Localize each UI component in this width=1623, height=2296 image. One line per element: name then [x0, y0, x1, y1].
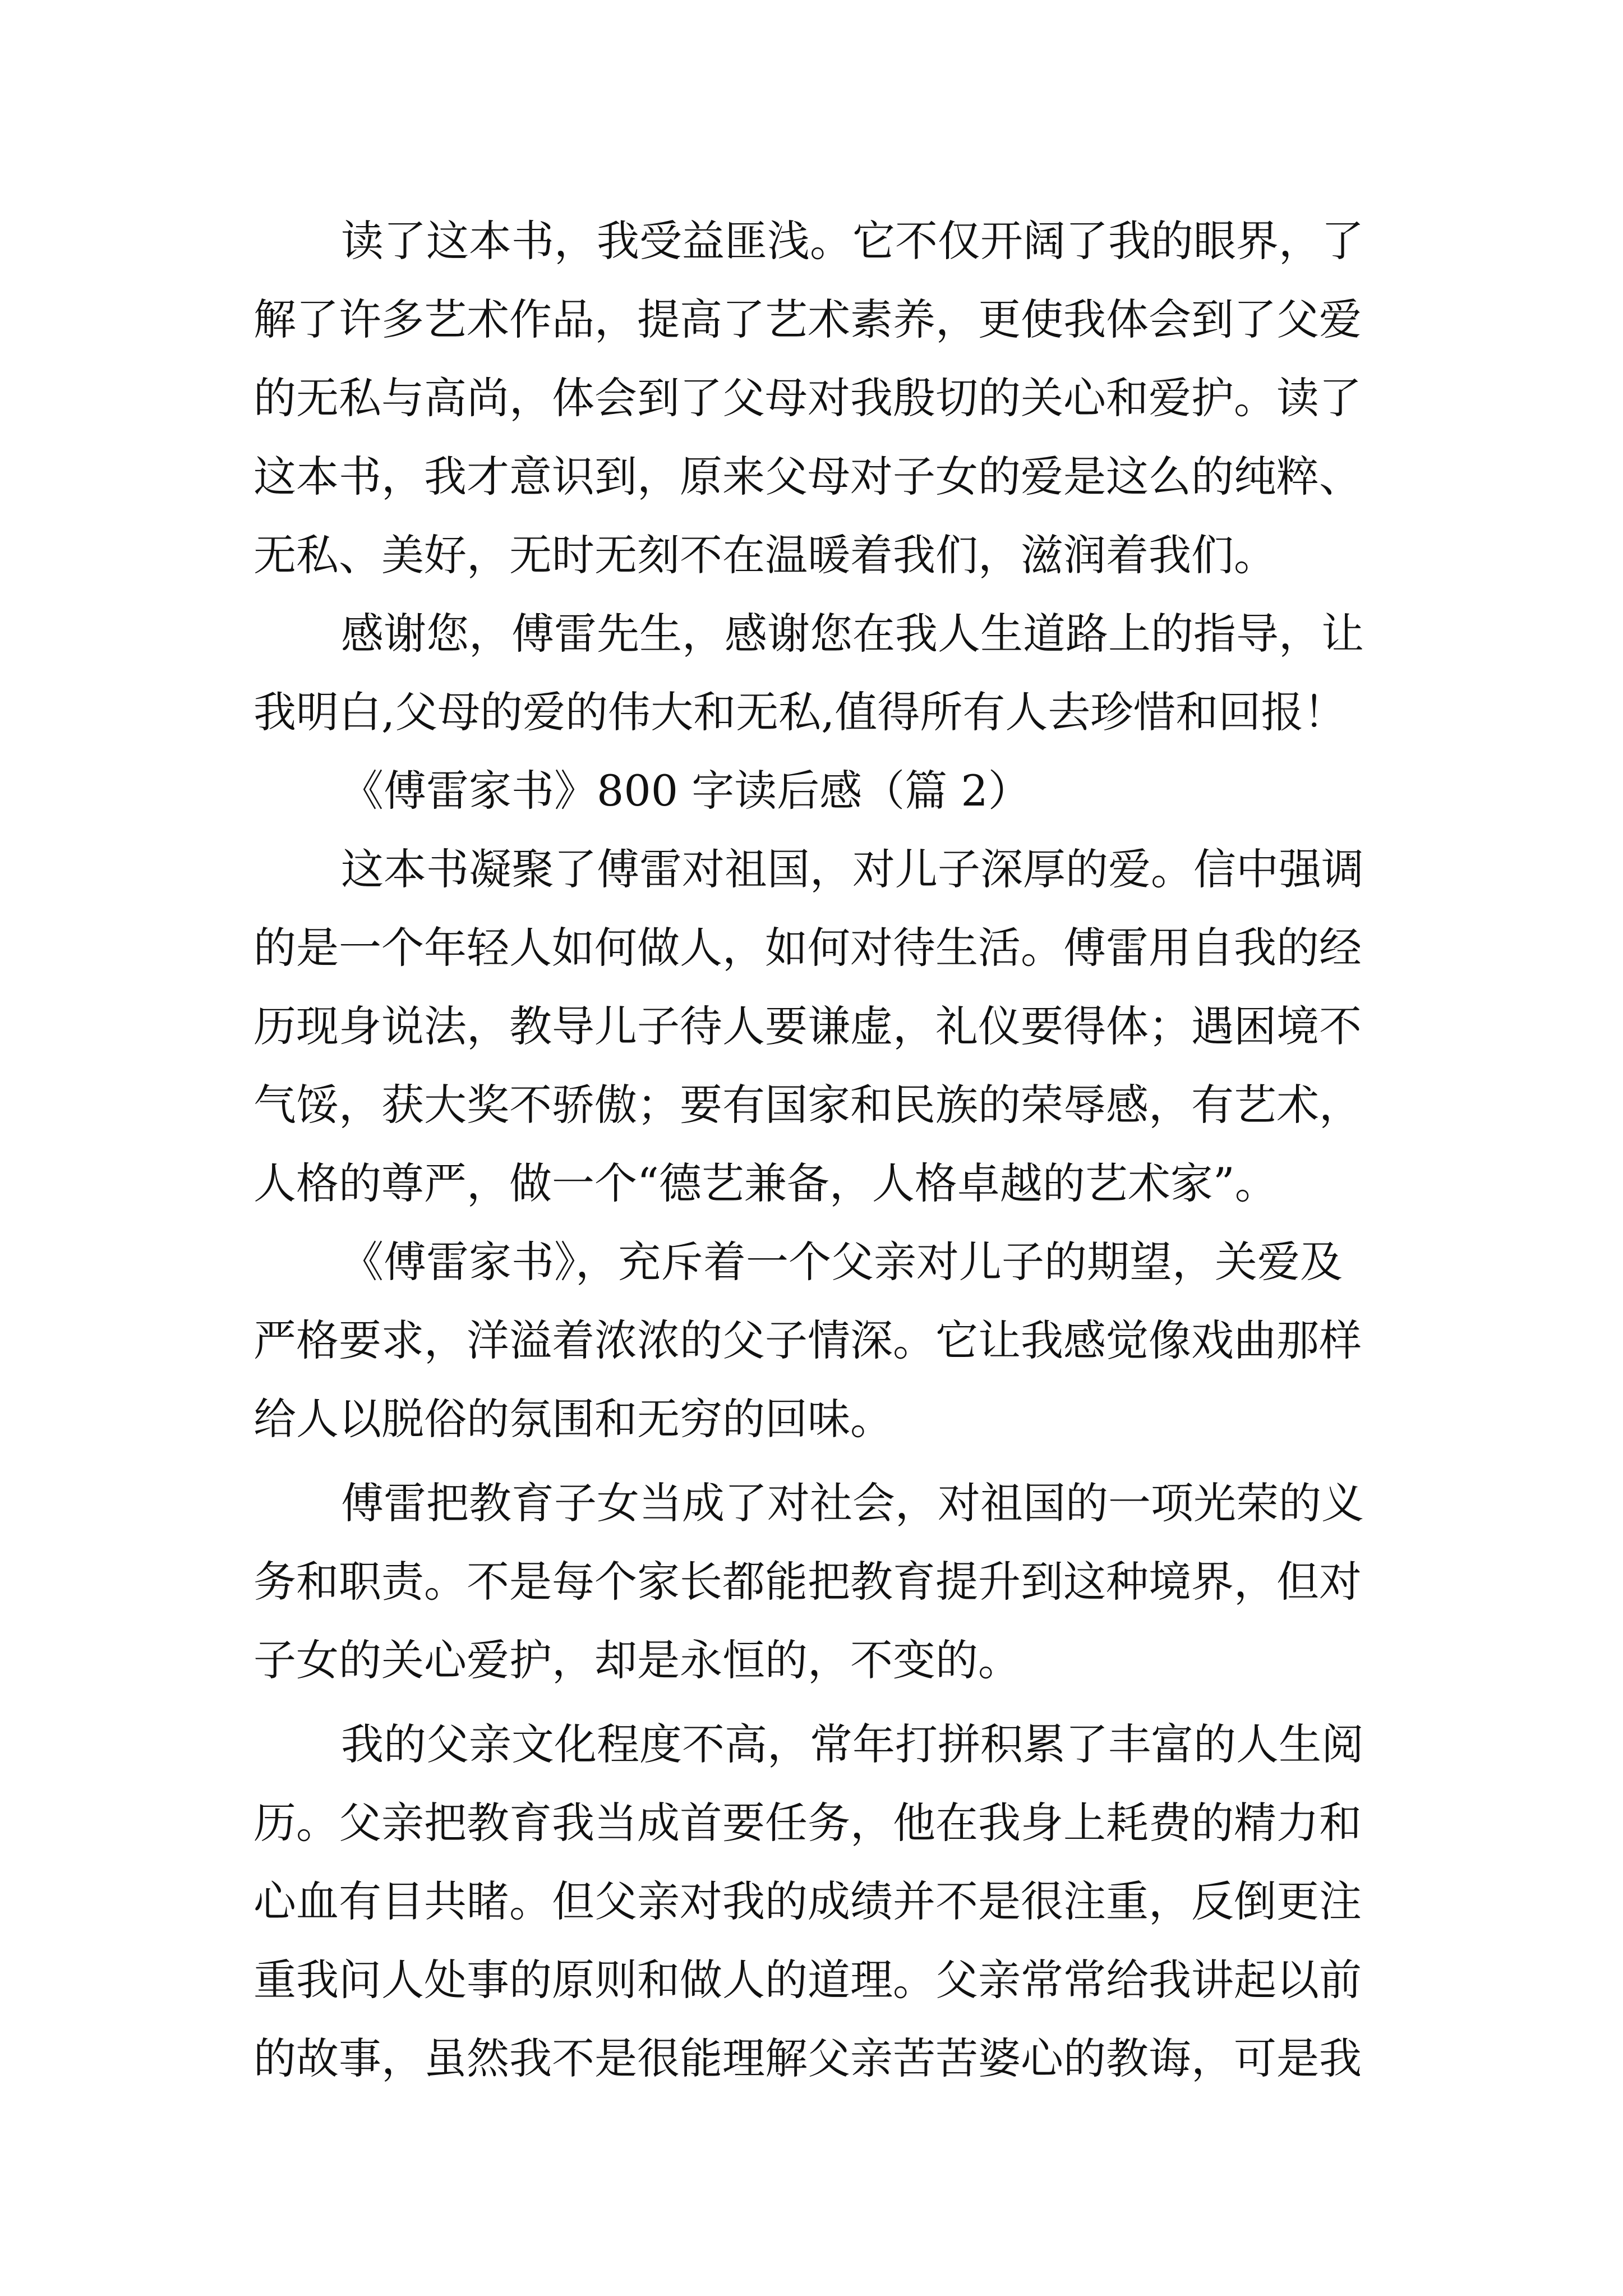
text-line: 傅雷把教育子女当成了对社会，对祖国的一项光荣的义: [341, 1478, 1364, 1528]
text-line: 气馁，获大奖不骄傲；要有国家和民族的荣辱感，有艺术，: [253, 1080, 1362, 1130]
text-line: 《傅雷家书》，充斥着一个父亲对儿子的期望，关爱及: [341, 1237, 1343, 1287]
section-heading: 《傅雷家书》800 字读后感（篇 2）: [341, 766, 1031, 816]
text-line: 历现身说法，教导儿子待人要谦虚，礼仪要得体；遇困境不: [253, 1001, 1362, 1051]
text-line: 读了这本书，我受益匪浅。它不仅开阔了我的眼界，了: [341, 216, 1364, 266]
text-line: 子女的关心爱护，却是永恒的，不变的。: [253, 1635, 1021, 1685]
text-line: 人格的尊严，做一个“德艺兼备，人格卓越的艺术家”。: [253, 1158, 1278, 1208]
text-line: 的故事，虽然我不是很能理解父亲苦苦婆心的教诲，可是我: [253, 2033, 1362, 2083]
text-line: 解了许多艺术作品，提高了艺术素养，更使我体会到了父爱: [253, 295, 1362, 344]
text-line: 务和职责。不是每个家长都能把教育提升到这种境界，但对: [253, 1557, 1362, 1607]
text-line: 我明白,父母的爱的伟大和无私,值得所有人去珍惜和回报！: [253, 687, 1347, 737]
text-line: 严格要求，洋溢着浓浓的父子情深。它让我感觉像戏曲那样: [253, 1315, 1362, 1365]
text-line: 心血有目共睹。但父亲对我的成绩并不是很注重，反倒更注: [253, 1876, 1362, 1926]
text-line: 的是一个年轻人如何做人，如何对待生活。傅雷用自我的经: [253, 923, 1362, 973]
text-line: 这本书凝聚了傅雷对祖国，对儿子深厚的爱。信中强调: [341, 844, 1364, 894]
text-line: 感谢您，傅雷先生，感谢您在我人生道路上的指导，让: [341, 609, 1364, 659]
text-line: 这本书，我才意识到，原来父母对子女的爱是这么的纯粹、: [253, 452, 1362, 501]
text-line: 重我问人处事的原则和做人的道理。父亲常常给我讲起以前: [253, 1955, 1362, 2005]
text-line: 我的父亲文化程度不高，常年打拼积累了丰富的人生阅: [341, 1719, 1364, 1769]
text-line: 无私、美好，无时无刻不在温暖着我们，滋润着我们。: [253, 530, 1276, 580]
text-line: 历。父亲把教育我当成首要任务，他在我身上耗费的精力和: [253, 1798, 1362, 1848]
text-line: 的无私与高尚，体会到了父母对我殷切的关心和爱护。读了: [253, 373, 1362, 423]
text-line: 给人以脱俗的氛围和无穷的回味。: [253, 1394, 893, 1444]
